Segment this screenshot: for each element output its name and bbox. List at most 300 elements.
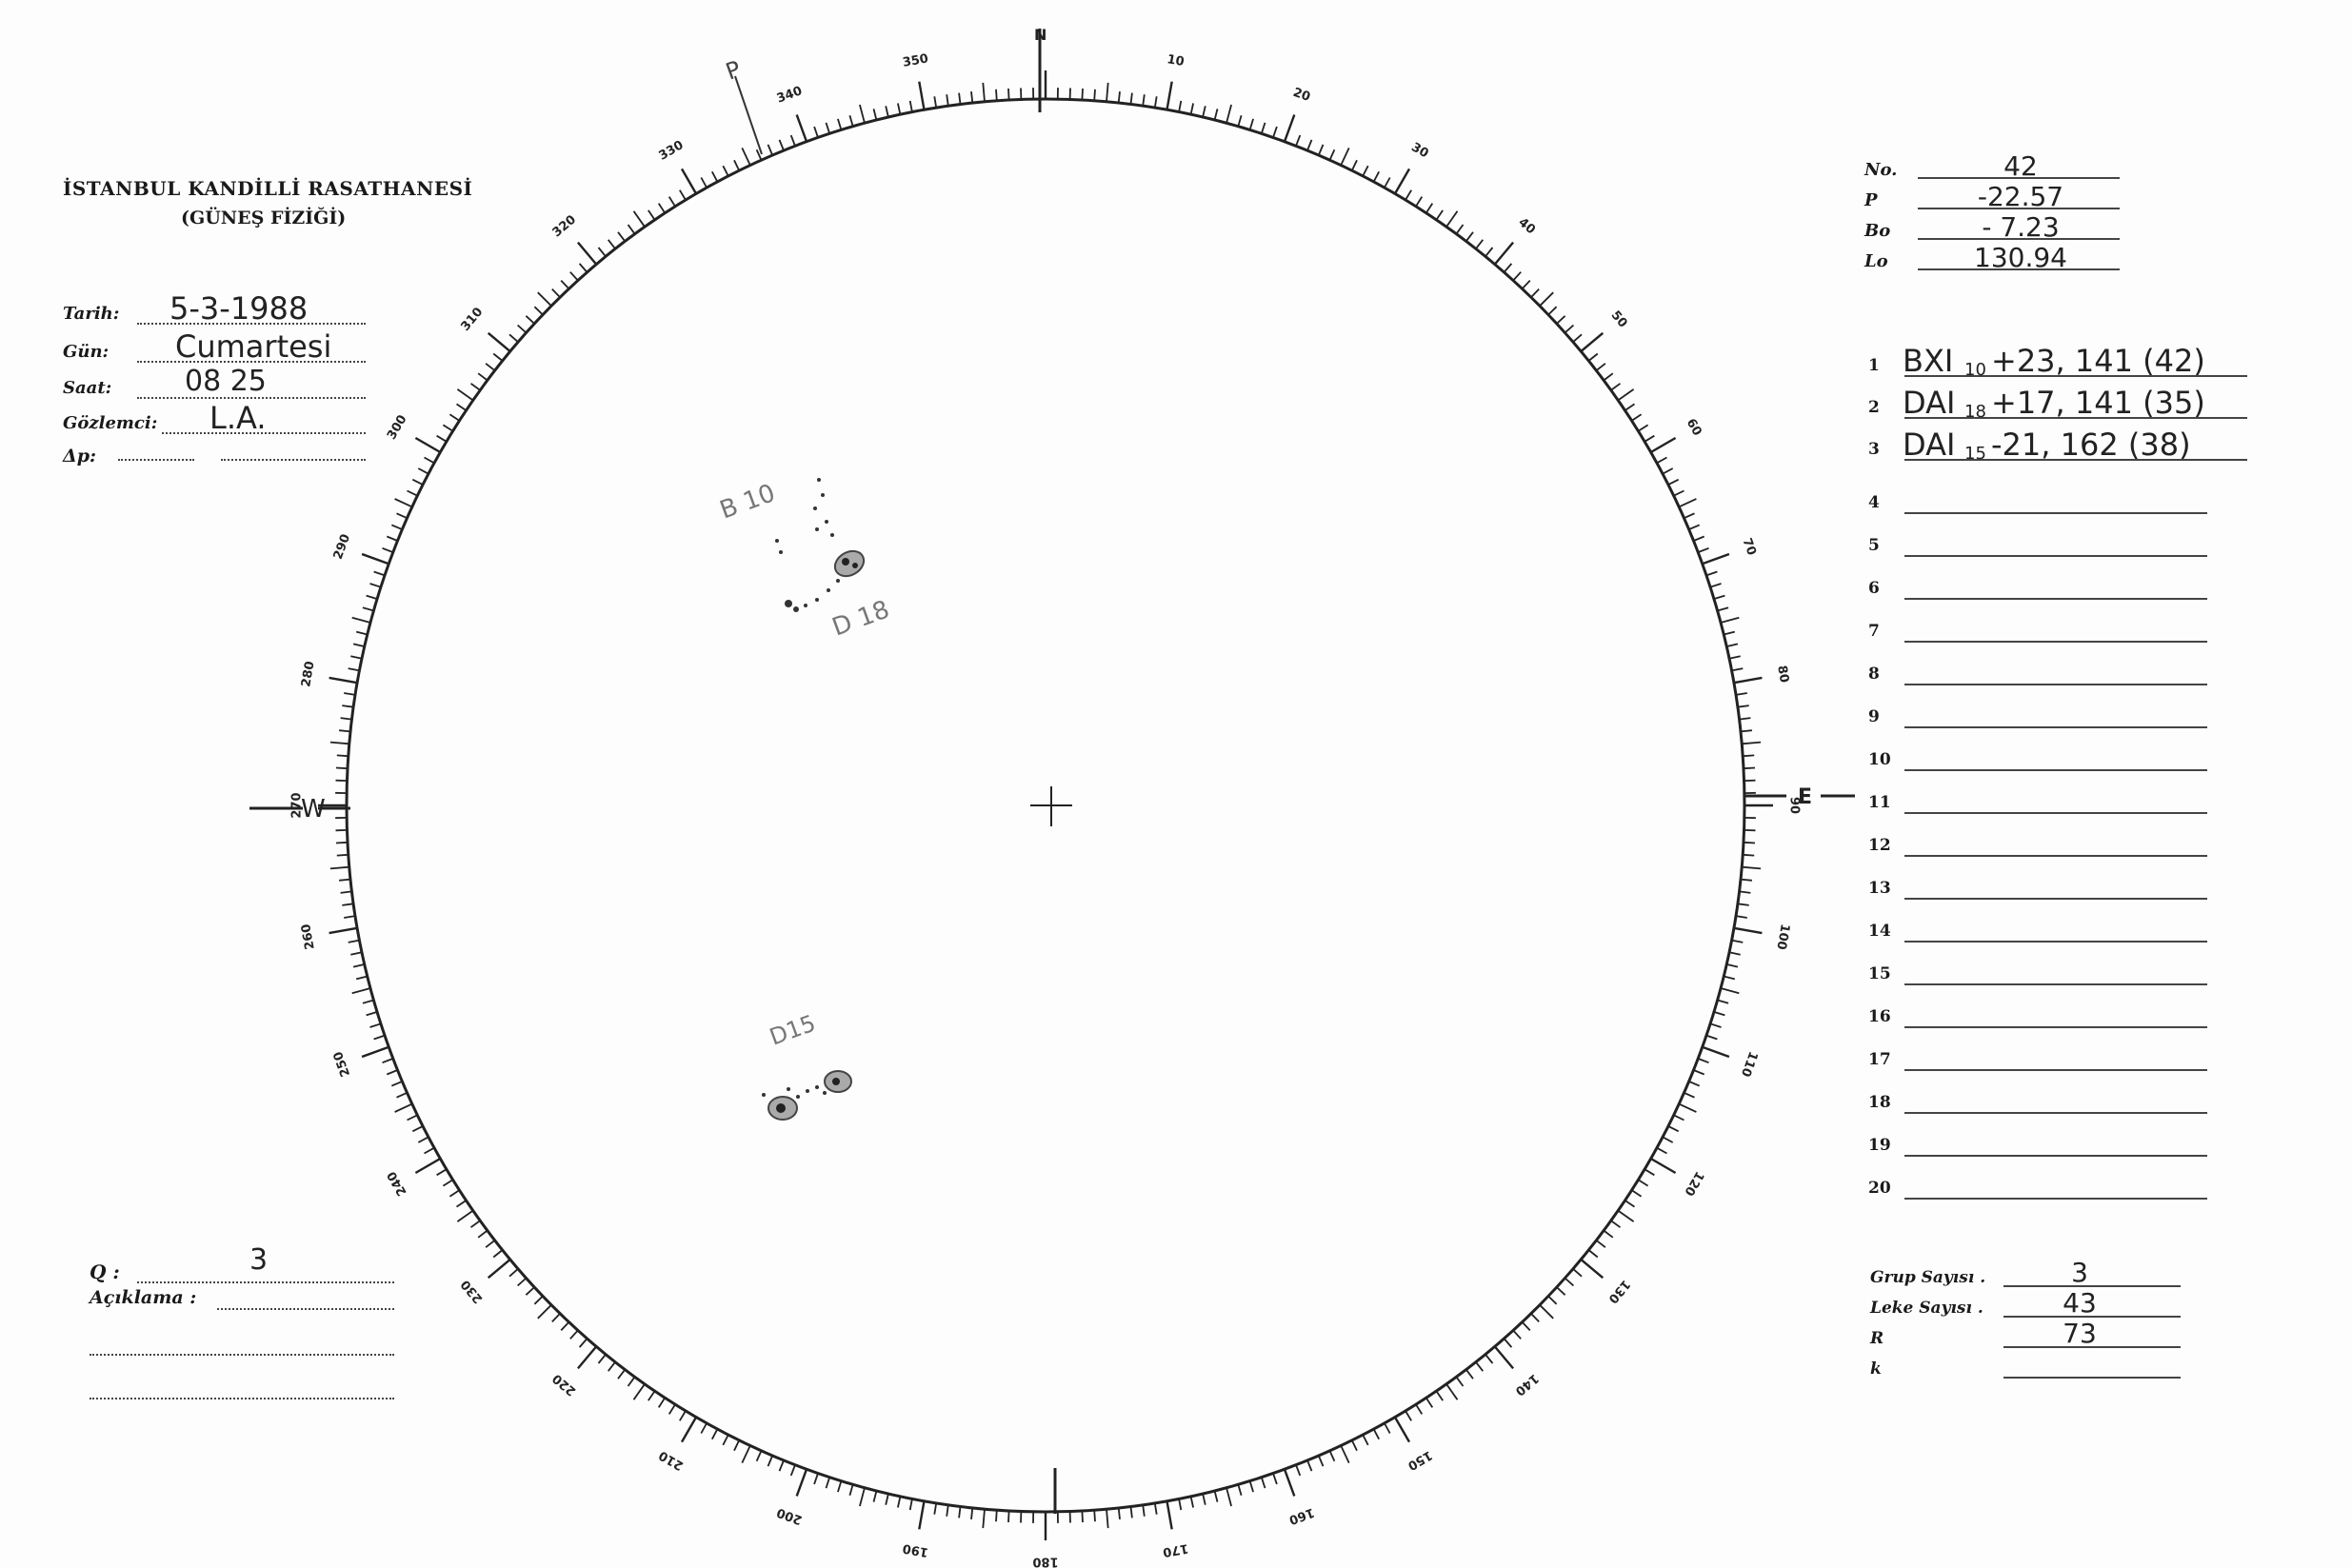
degree-tick xyxy=(1143,1505,1145,1517)
degree-label: 60 xyxy=(1683,416,1704,439)
degree-tick xyxy=(329,928,358,933)
degree-tick xyxy=(1604,373,1613,380)
degree-tick xyxy=(552,289,560,298)
degree-tick xyxy=(1668,1126,1679,1131)
degree-tick xyxy=(415,1159,440,1173)
degree-tick xyxy=(352,988,370,993)
degree-tick xyxy=(353,964,365,967)
degree-tick xyxy=(1363,166,1368,176)
degree-tick xyxy=(910,1499,912,1510)
degree-tick xyxy=(570,272,578,281)
degree-tick xyxy=(682,1418,696,1442)
group-row-number: 17 xyxy=(1868,1050,1891,1069)
summary-label: Grup Sayısı . xyxy=(1870,1268,1986,1287)
group-row[interactable] xyxy=(1868,385,2221,423)
degree-tick xyxy=(1341,148,1349,165)
degree-tick xyxy=(408,1115,418,1120)
degree-tick xyxy=(1651,1159,1676,1173)
degree-tick xyxy=(437,436,447,442)
degree-tick xyxy=(1565,1279,1574,1286)
degree-tick xyxy=(1738,903,1749,905)
degree-tick xyxy=(1548,1296,1557,1303)
degree-label: 190 xyxy=(901,1540,930,1559)
degree-tick xyxy=(1738,705,1749,707)
group-row-number: 14 xyxy=(1868,922,1891,941)
note-field[interactable] xyxy=(90,1285,394,1399)
group-row[interactable] xyxy=(1868,994,2221,1032)
degree-tick xyxy=(1726,644,1738,646)
degree-tick xyxy=(791,1465,795,1476)
degree-tick xyxy=(1179,101,1181,112)
degree-tick xyxy=(341,718,352,720)
degree-tick xyxy=(1131,93,1132,105)
degree-tick xyxy=(814,1474,818,1484)
group-row-line xyxy=(1904,598,2207,600)
degree-tick xyxy=(552,1314,560,1322)
degree-label: 50 xyxy=(1607,308,1630,331)
summary-row[interactable] xyxy=(1870,1348,2184,1380)
degree-tick xyxy=(471,1221,481,1227)
degree-tick xyxy=(534,307,543,314)
degree-tick xyxy=(1726,964,1738,967)
delta-p-label: Δp: xyxy=(63,446,97,466)
group-row[interactable] xyxy=(1868,343,2221,381)
degree-tick xyxy=(350,952,362,955)
degree-tick xyxy=(1374,171,1380,182)
degree-tick xyxy=(1734,678,1763,683)
degree-tick xyxy=(701,1423,707,1434)
degree-label: 350 xyxy=(901,51,930,70)
degree-tick xyxy=(1215,1491,1218,1502)
group-row-line xyxy=(1904,512,2207,514)
degree-label: 170 xyxy=(1161,1540,1190,1559)
degree-tick xyxy=(1167,82,1172,110)
degree-tick xyxy=(1581,333,1603,351)
degree-tick xyxy=(1436,210,1443,220)
degree-tick xyxy=(1008,1511,1009,1522)
group-row-line xyxy=(1904,769,2207,771)
summary-row[interactable] xyxy=(1870,1318,2184,1350)
degree-tick xyxy=(344,916,355,918)
summary-label: Leke Sayısı . xyxy=(1870,1299,1983,1318)
degree-label: 340 xyxy=(774,84,805,107)
group-row[interactable] xyxy=(1868,1037,2221,1075)
degree-tick xyxy=(449,414,459,421)
degree-tick xyxy=(934,1503,936,1515)
degree-tick xyxy=(578,1346,596,1368)
degree-label: 200 xyxy=(774,1504,805,1527)
degree-tick xyxy=(353,644,365,646)
degree-tick xyxy=(1167,1501,1172,1530)
degree-label: 320 xyxy=(549,212,580,241)
group-position: -21, 162 (38) xyxy=(1991,427,2191,463)
degree-tick xyxy=(1741,730,1752,731)
degree-tick xyxy=(1663,1137,1673,1142)
degree-tick xyxy=(1743,855,1754,856)
degree-tick xyxy=(425,458,435,464)
degree-label: 80 xyxy=(1774,664,1792,685)
degree-tick xyxy=(1285,1469,1294,1496)
degree-label: 300 xyxy=(385,412,410,443)
degree-tick xyxy=(1285,115,1294,142)
degree-tick xyxy=(1296,1465,1300,1476)
degree-label: 330 xyxy=(656,138,687,164)
degree-tick xyxy=(1625,1201,1635,1207)
group-row[interactable] xyxy=(1868,823,2221,861)
degree-tick xyxy=(1679,1104,1696,1112)
degree-label: 90 xyxy=(1786,796,1802,815)
p-angle-label: P xyxy=(722,55,745,86)
degree-tick xyxy=(1740,718,1751,720)
observer-label: Gözlemci: xyxy=(63,413,158,433)
degree-tick xyxy=(1485,1355,1493,1363)
degree-tick xyxy=(996,1510,997,1521)
degree-tick xyxy=(1352,160,1357,170)
degree-tick xyxy=(415,438,440,452)
degree-tick xyxy=(1505,264,1512,272)
sunspot-group-1 xyxy=(813,478,834,537)
group-row[interactable] xyxy=(1868,780,2221,818)
group-row-line xyxy=(1904,1069,2207,1071)
degree-tick xyxy=(1531,1314,1539,1322)
degree-tick xyxy=(734,1440,739,1451)
summary-row[interactable] xyxy=(1870,1287,2184,1320)
degree-tick xyxy=(1296,135,1300,146)
degree-tick xyxy=(1742,867,1761,869)
summary-line xyxy=(2003,1377,2181,1379)
group-row[interactable] xyxy=(1868,865,2221,903)
degree-tick xyxy=(1319,145,1324,155)
degree-tick xyxy=(1456,1377,1463,1386)
degree-tick xyxy=(1540,292,1553,306)
group-row-number: 19 xyxy=(1868,1136,1891,1155)
group-spot-count: 18 xyxy=(1964,402,1986,422)
degree-tick xyxy=(457,1211,472,1222)
degree-tick xyxy=(838,119,842,129)
group-spot-count: 10 xyxy=(1964,360,1986,380)
summary-label: R xyxy=(1870,1329,1884,1348)
degree-tick xyxy=(1588,354,1597,362)
degree-tick xyxy=(1341,1446,1349,1463)
degree-tick xyxy=(526,316,534,324)
degree-tick xyxy=(947,94,948,106)
degree-tick xyxy=(362,554,389,564)
group-row-line xyxy=(1904,684,2207,685)
degree-tick xyxy=(1734,928,1763,933)
group-position: +23, 141 (42) xyxy=(1991,343,2205,379)
degree-tick xyxy=(608,240,615,248)
group-row[interactable] xyxy=(1868,951,2221,989)
degree-tick xyxy=(669,197,675,207)
degree-tick xyxy=(898,1497,901,1508)
observer-value: L.A. xyxy=(209,400,267,436)
institution-title: İSTANBUL KANDİLLİ RASATHANESİ xyxy=(63,177,473,200)
degree-tick xyxy=(1644,1169,1654,1175)
group-row-number: 16 xyxy=(1868,1007,1891,1026)
group-row-number: 15 xyxy=(1868,964,1891,983)
degree-tick xyxy=(329,678,358,683)
degree-tick xyxy=(1226,1488,1231,1506)
degree-tick xyxy=(538,1305,551,1319)
degree-tick xyxy=(1505,1339,1512,1347)
degree-label: 230 xyxy=(458,1277,487,1306)
degree-tick xyxy=(634,211,646,227)
group-row[interactable] xyxy=(1868,523,2221,561)
ephemeris-row[interactable] xyxy=(1864,211,2165,244)
degree-tick xyxy=(418,468,429,474)
degree-tick xyxy=(1684,1093,1695,1098)
degree-tick xyxy=(1663,468,1673,474)
degree-tick xyxy=(827,123,830,133)
degree-tick xyxy=(1721,988,1739,993)
degree-tick xyxy=(1363,1435,1368,1445)
degree-label: 110 xyxy=(1737,1049,1761,1079)
degree-tick xyxy=(561,281,568,289)
degree-tick xyxy=(1203,106,1206,117)
degree-tick xyxy=(362,1047,389,1057)
degree-tick xyxy=(1644,436,1654,442)
degree-tick xyxy=(797,1469,807,1496)
degree-tick xyxy=(578,243,596,265)
degree-tick xyxy=(1466,232,1473,242)
degree-tick xyxy=(341,891,352,893)
degree-tick xyxy=(791,135,795,146)
group-row[interactable] xyxy=(1868,1165,2221,1203)
ephemeris-row[interactable] xyxy=(1864,150,2165,183)
group-row-line xyxy=(1904,726,2207,728)
group-row-number: 6 xyxy=(1868,579,1880,598)
degree-tick xyxy=(350,656,362,659)
group-row[interactable] xyxy=(1868,1080,2221,1118)
group-note-d18: D 18 xyxy=(828,595,894,643)
degree-tick xyxy=(1238,1484,1241,1496)
group-note-b10: B 10 xyxy=(716,479,780,526)
degree-tick xyxy=(443,425,452,430)
degree-tick xyxy=(701,178,707,189)
degree-tick xyxy=(397,1093,408,1098)
degree-label: 310 xyxy=(458,305,487,334)
group-row-number: 7 xyxy=(1868,622,1880,641)
degree-tick xyxy=(367,1012,378,1016)
quality-value: 3 xyxy=(249,1243,269,1277)
degree-tick xyxy=(1179,1499,1181,1510)
group-row-line xyxy=(1904,898,2207,900)
degree-tick xyxy=(1262,123,1266,133)
degree-tick xyxy=(1703,554,1729,564)
degree-tick xyxy=(618,232,625,242)
group-position: +17, 141 (35) xyxy=(1991,385,2205,421)
degree-tick xyxy=(1191,1497,1194,1508)
group-row[interactable] xyxy=(1868,908,2221,946)
degree-tick xyxy=(337,855,349,856)
degree-label: 100 xyxy=(1773,923,1792,951)
degree-tick xyxy=(1718,607,1729,610)
note-label: Açıklama : xyxy=(90,1287,197,1308)
degree-tick xyxy=(443,1180,452,1185)
degree-tick xyxy=(1131,1507,1132,1518)
degree-tick xyxy=(395,1104,412,1112)
group-row[interactable] xyxy=(1868,566,2221,604)
degree-tick xyxy=(1611,1221,1621,1227)
group-row-line xyxy=(1904,941,2207,943)
degree-tick xyxy=(1714,1012,1725,1016)
degree-tick xyxy=(1395,169,1409,193)
degree-label: 130 xyxy=(1605,1277,1633,1306)
degree-tick xyxy=(387,1070,397,1075)
degree-tick xyxy=(1724,977,1735,980)
group-row-number: 2 xyxy=(1868,398,1880,417)
ephemeris-row[interactable] xyxy=(1864,242,2165,274)
degree-tick xyxy=(486,1241,494,1247)
sunspot-group-3 xyxy=(762,1071,851,1120)
degree-label: 240 xyxy=(385,1168,410,1199)
summary-row[interactable] xyxy=(1870,1257,2184,1289)
degree-tick xyxy=(509,1269,518,1277)
degree-tick xyxy=(1744,768,1755,769)
degree-tick xyxy=(827,1478,830,1488)
group-row-line xyxy=(1904,1198,2207,1200)
degree-tick xyxy=(580,264,588,272)
degree-tick xyxy=(1714,596,1725,600)
degree-tick xyxy=(757,1451,762,1461)
degree-tick xyxy=(493,354,502,362)
degree-tick xyxy=(983,1509,985,1528)
group-row-number: 12 xyxy=(1868,836,1891,855)
degree-tick xyxy=(1596,1241,1605,1247)
group-row[interactable] xyxy=(1868,694,2221,732)
degree-label: 120 xyxy=(1681,1168,1706,1199)
degree-tick xyxy=(1385,1423,1390,1434)
degree-tick xyxy=(1651,438,1676,452)
degree-tick xyxy=(383,548,393,552)
degree-tick xyxy=(336,843,348,844)
degree-tick xyxy=(1710,584,1721,587)
group-row[interactable] xyxy=(1868,737,2221,775)
degree-tick xyxy=(1732,941,1744,943)
group-row-number: 4 xyxy=(1868,493,1880,512)
degree-tick xyxy=(599,248,607,256)
group-row-line xyxy=(1904,983,2207,985)
degree-tick xyxy=(1736,916,1747,918)
summary-value: 3 xyxy=(2071,1257,2088,1288)
degree-tick xyxy=(534,1296,543,1303)
degree-tick xyxy=(1405,190,1411,200)
ephemeris-label: P xyxy=(1864,190,1878,210)
degree-tick xyxy=(599,1355,607,1363)
degree-tick xyxy=(1657,1148,1667,1154)
degree-tick xyxy=(580,1339,588,1347)
degree-tick xyxy=(1426,204,1433,213)
quality-field[interactable] xyxy=(90,1243,394,1281)
degree-tick xyxy=(1573,334,1582,342)
degree-tick xyxy=(682,169,696,193)
degree-tick xyxy=(1694,1070,1704,1075)
degree-tick xyxy=(886,1494,888,1505)
degree-tick xyxy=(723,1435,728,1445)
degree-tick xyxy=(457,1201,467,1207)
group-row-number: 3 xyxy=(1868,440,1880,459)
ephemeris-row[interactable] xyxy=(1864,181,2165,213)
degree-tick xyxy=(339,730,350,731)
group-row-number: 8 xyxy=(1868,665,1880,684)
degree-tick xyxy=(437,1169,447,1175)
degree-tick xyxy=(1710,1023,1721,1027)
degree-tick xyxy=(1082,89,1083,100)
degree-tick xyxy=(1581,1260,1603,1278)
degree-label: 70 xyxy=(1739,536,1759,558)
degree-tick xyxy=(1718,1001,1729,1003)
degree-tick xyxy=(934,96,936,108)
ephemeris-label: Bo xyxy=(1864,221,1891,241)
degree-tick xyxy=(919,1501,924,1530)
degree-tick xyxy=(486,364,494,370)
group-row-number: 11 xyxy=(1868,793,1891,812)
degree-tick xyxy=(1215,109,1218,120)
time-label: Saat: xyxy=(63,378,112,398)
degree-tick xyxy=(561,1322,568,1331)
degree-tick xyxy=(391,525,402,529)
degree-tick xyxy=(488,333,510,351)
degree-tick xyxy=(387,537,397,542)
group-row[interactable] xyxy=(1868,1122,2221,1161)
ephemeris-value: 130.94 xyxy=(1974,242,2067,273)
degree-tick xyxy=(1557,316,1565,324)
group-row[interactable] xyxy=(1868,427,2221,465)
degree-tick xyxy=(659,1398,666,1407)
degree-label: 150 xyxy=(1405,1447,1435,1473)
degree-tick xyxy=(1238,115,1241,127)
group-row-line xyxy=(1904,1026,2207,1028)
degree-tick xyxy=(669,1404,675,1414)
date-label: Tarih: xyxy=(63,304,120,324)
degree-tick xyxy=(1729,656,1741,659)
degree-tick xyxy=(1679,499,1696,506)
day-value: Cumartesi xyxy=(175,328,332,365)
degree-label: 30 xyxy=(1408,140,1431,162)
degree-tick xyxy=(352,618,370,623)
degree-tick xyxy=(797,115,807,142)
degree-tick xyxy=(768,1456,773,1466)
ephemeris-value: -22.57 xyxy=(1977,181,2064,212)
degree-tick xyxy=(1405,1411,1411,1420)
degree-tick xyxy=(898,104,901,115)
group-row[interactable] xyxy=(1868,608,2221,646)
degree-tick xyxy=(1565,326,1574,333)
degree-label: 20 xyxy=(1290,85,1312,106)
degree-tick xyxy=(1446,211,1458,227)
p-angle-line xyxy=(735,76,762,154)
degree-label: 280 xyxy=(299,660,318,688)
degree-tick xyxy=(1625,404,1635,410)
degree-tick xyxy=(1657,458,1667,464)
degree-tick xyxy=(971,91,972,103)
degree-tick xyxy=(374,572,385,576)
group-row-line xyxy=(1904,555,2207,557)
group-row-number: 10 xyxy=(1868,750,1891,769)
degree-tick xyxy=(363,607,374,610)
degree-tick xyxy=(397,513,408,518)
degree-tick xyxy=(648,210,655,220)
degree-tick xyxy=(1523,1322,1530,1331)
group-row[interactable] xyxy=(1868,480,2221,518)
note-line-3 xyxy=(90,1398,394,1399)
degree-tick xyxy=(1639,1180,1648,1185)
department-title: (GÜNEŞ FİZİĞİ) xyxy=(181,208,347,228)
degree-tick xyxy=(1596,364,1605,370)
degree-tick xyxy=(478,1231,488,1238)
degree-tick xyxy=(408,491,418,496)
group-row[interactable] xyxy=(1868,651,2221,689)
